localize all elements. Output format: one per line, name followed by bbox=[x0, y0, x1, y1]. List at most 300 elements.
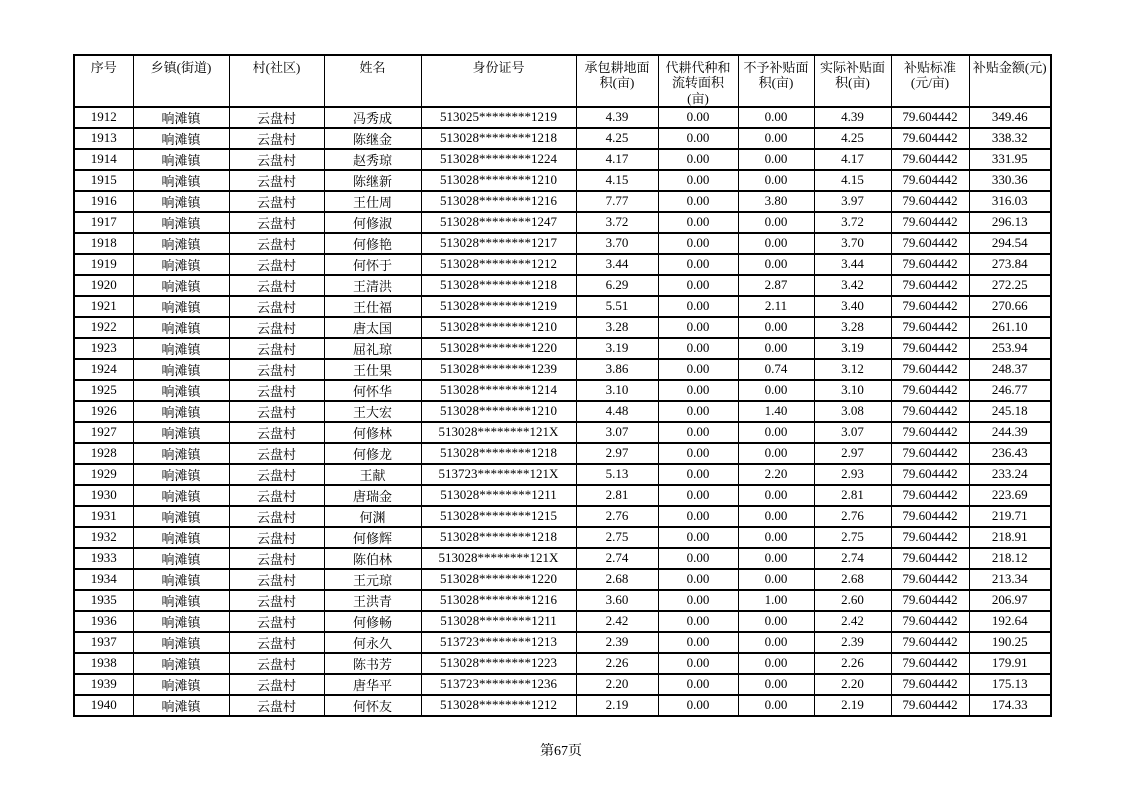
cell: 79.604442 bbox=[891, 464, 969, 485]
cell: 79.604442 bbox=[891, 611, 969, 632]
cell: 0.00 bbox=[738, 506, 814, 527]
cell: 0.00 bbox=[658, 296, 738, 317]
cell: 何修龙 bbox=[324, 443, 421, 464]
cell: 206.97 bbox=[969, 590, 1051, 611]
cell: 0.00 bbox=[658, 317, 738, 338]
cell: 3.80 bbox=[738, 191, 814, 212]
cell: 513028********1212 bbox=[421, 254, 576, 275]
column-header: 补贴标准(元/亩) bbox=[891, 55, 969, 107]
cell: 0.00 bbox=[738, 548, 814, 569]
cell: 响滩镇 bbox=[133, 359, 229, 380]
cell: 1937 bbox=[74, 632, 133, 653]
cell: 4.25 bbox=[814, 128, 891, 149]
cell: 唐太国 bbox=[324, 317, 421, 338]
cell: 何修辉 bbox=[324, 527, 421, 548]
cell: 338.32 bbox=[969, 128, 1051, 149]
cell: 213.34 bbox=[969, 569, 1051, 590]
table-row bbox=[74, 590, 1051, 611]
cell: 0.00 bbox=[738, 527, 814, 548]
cell: 79.604442 bbox=[891, 275, 969, 296]
cell: 179.91 bbox=[969, 653, 1051, 674]
cell: 王仕周 bbox=[324, 191, 421, 212]
cell: 513028********1224 bbox=[421, 149, 576, 170]
cell: 3.19 bbox=[814, 338, 891, 359]
column-header: 身份证号 bbox=[421, 55, 576, 107]
cell: 云盘村 bbox=[229, 128, 324, 149]
cell: 1918 bbox=[74, 233, 133, 254]
cell: 0.00 bbox=[658, 674, 738, 695]
cell: 云盘村 bbox=[229, 107, 324, 128]
cell: 3.72 bbox=[576, 212, 658, 233]
cell: 0.00 bbox=[658, 632, 738, 653]
cell: 3.10 bbox=[814, 380, 891, 401]
cell: 2.87 bbox=[738, 275, 814, 296]
cell: 何渊 bbox=[324, 506, 421, 527]
cell: 2.42 bbox=[814, 611, 891, 632]
cell: 0.00 bbox=[738, 380, 814, 401]
cell: 2.97 bbox=[576, 443, 658, 464]
table-header bbox=[74, 55, 1051, 107]
cell: 261.10 bbox=[969, 317, 1051, 338]
cell: 0.00 bbox=[738, 107, 814, 128]
cell: 223.69 bbox=[969, 485, 1051, 506]
cell: 218.91 bbox=[969, 527, 1051, 548]
cell: 331.95 bbox=[969, 149, 1051, 170]
cell: 0.00 bbox=[738, 569, 814, 590]
cell: 1927 bbox=[74, 422, 133, 443]
cell: 云盘村 bbox=[229, 359, 324, 380]
cell: 79.604442 bbox=[891, 107, 969, 128]
cell: 何怀于 bbox=[324, 254, 421, 275]
column-header: 补贴金额(元) bbox=[969, 55, 1051, 107]
cell: 245.18 bbox=[969, 401, 1051, 422]
table-row bbox=[74, 317, 1051, 338]
cell: 0.00 bbox=[738, 611, 814, 632]
cell: 云盘村 bbox=[229, 506, 324, 527]
cell: 3.60 bbox=[576, 590, 658, 611]
cell: 513028********1247 bbox=[421, 212, 576, 233]
table-row bbox=[74, 527, 1051, 548]
cell: 陈伯林 bbox=[324, 548, 421, 569]
cell: 236.43 bbox=[969, 443, 1051, 464]
cell: 2.68 bbox=[814, 569, 891, 590]
cell: 响滩镇 bbox=[133, 611, 229, 632]
cell: 219.71 bbox=[969, 506, 1051, 527]
cell: 1912 bbox=[74, 107, 133, 128]
cell: 2.20 bbox=[738, 464, 814, 485]
table-row bbox=[74, 653, 1051, 674]
cell: 云盘村 bbox=[229, 380, 324, 401]
cell: 1.40 bbox=[738, 401, 814, 422]
cell: 何永久 bbox=[324, 632, 421, 653]
cell: 响滩镇 bbox=[133, 149, 229, 170]
cell: 响滩镇 bbox=[133, 380, 229, 401]
column-header: 乡镇(街道) bbox=[133, 55, 229, 107]
cell: 513028********1212 bbox=[421, 695, 576, 716]
cell: 响滩镇 bbox=[133, 548, 229, 569]
cell: 79.604442 bbox=[891, 128, 969, 149]
cell: 79.604442 bbox=[891, 632, 969, 653]
cell: 513028********1220 bbox=[421, 338, 576, 359]
cell: 何怀友 bbox=[324, 695, 421, 716]
cell: 2.26 bbox=[814, 653, 891, 674]
cell: 3.40 bbox=[814, 296, 891, 317]
cell: 0.00 bbox=[658, 191, 738, 212]
table-row bbox=[74, 191, 1051, 212]
cell: 3.44 bbox=[576, 254, 658, 275]
cell: 2.11 bbox=[738, 296, 814, 317]
cell: 513028********1211 bbox=[421, 485, 576, 506]
cell: 云盘村 bbox=[229, 317, 324, 338]
cell: 云盘村 bbox=[229, 464, 324, 485]
cell: 云盘村 bbox=[229, 653, 324, 674]
cell: 响滩镇 bbox=[133, 275, 229, 296]
table-row bbox=[74, 674, 1051, 695]
cell: 王仕福 bbox=[324, 296, 421, 317]
cell: 0.00 bbox=[658, 107, 738, 128]
cell: 513028********1217 bbox=[421, 233, 576, 254]
table-row bbox=[74, 128, 1051, 149]
cell: 云盘村 bbox=[229, 149, 324, 170]
table-row bbox=[74, 569, 1051, 590]
table-row bbox=[74, 464, 1051, 485]
cell: 2.26 bbox=[576, 653, 658, 674]
cell: 3.12 bbox=[814, 359, 891, 380]
cell: 1925 bbox=[74, 380, 133, 401]
cell: 云盘村 bbox=[229, 422, 324, 443]
cell: 陈书芳 bbox=[324, 653, 421, 674]
cell: 2.42 bbox=[576, 611, 658, 632]
column-header: 不予补贴面积(亩) bbox=[738, 55, 814, 107]
cell: 79.604442 bbox=[891, 338, 969, 359]
cell: 云盘村 bbox=[229, 632, 324, 653]
cell: 1914 bbox=[74, 149, 133, 170]
table-row bbox=[74, 170, 1051, 191]
cell: 0.00 bbox=[738, 695, 814, 716]
cell: 云盘村 bbox=[229, 569, 324, 590]
cell: 79.604442 bbox=[891, 149, 969, 170]
cell: 0.00 bbox=[658, 548, 738, 569]
cell: 0.00 bbox=[658, 380, 738, 401]
table-row bbox=[74, 254, 1051, 275]
cell: 1926 bbox=[74, 401, 133, 422]
cell: 2.74 bbox=[814, 548, 891, 569]
cell: 79.604442 bbox=[891, 569, 969, 590]
column-header: 代耕代种和流转面积(亩) bbox=[658, 55, 738, 107]
cell: 0.00 bbox=[658, 233, 738, 254]
cell: 响滩镇 bbox=[133, 569, 229, 590]
table-row bbox=[74, 275, 1051, 296]
cell: 3.28 bbox=[576, 317, 658, 338]
cell: 513028********121X bbox=[421, 548, 576, 569]
cell: 响滩镇 bbox=[133, 422, 229, 443]
cell: 1931 bbox=[74, 506, 133, 527]
cell: 174.33 bbox=[969, 695, 1051, 716]
cell: 响滩镇 bbox=[133, 401, 229, 422]
cell: 0.00 bbox=[658, 149, 738, 170]
cell: 王献 bbox=[324, 464, 421, 485]
cell: 3.97 bbox=[814, 191, 891, 212]
cell: 响滩镇 bbox=[133, 107, 229, 128]
cell: 79.604442 bbox=[891, 527, 969, 548]
cell: 3.86 bbox=[576, 359, 658, 380]
cell: 330.36 bbox=[969, 170, 1051, 191]
cell: 513028********1215 bbox=[421, 506, 576, 527]
cell: 响滩镇 bbox=[133, 695, 229, 716]
cell: 云盘村 bbox=[229, 485, 324, 506]
cell: 0.00 bbox=[738, 674, 814, 695]
cell: 响滩镇 bbox=[133, 254, 229, 275]
subsidy-table bbox=[73, 54, 1052, 717]
cell: 0.00 bbox=[738, 632, 814, 653]
cell: 3.07 bbox=[576, 422, 658, 443]
cell: 513723********1213 bbox=[421, 632, 576, 653]
cell: 0.00 bbox=[658, 422, 738, 443]
cell: 2.60 bbox=[814, 590, 891, 611]
column-header: 姓名 bbox=[324, 55, 421, 107]
cell: 云盘村 bbox=[229, 611, 324, 632]
cell: 2.20 bbox=[814, 674, 891, 695]
cell: 4.17 bbox=[814, 149, 891, 170]
cell: 296.13 bbox=[969, 212, 1051, 233]
cell: 3.42 bbox=[814, 275, 891, 296]
cell: 云盘村 bbox=[229, 275, 324, 296]
cell: 4.15 bbox=[576, 170, 658, 191]
cell: 79.604442 bbox=[891, 254, 969, 275]
cell: 响滩镇 bbox=[133, 317, 229, 338]
cell: 云盘村 bbox=[229, 233, 324, 254]
cell: 2.39 bbox=[814, 632, 891, 653]
cell: 1929 bbox=[74, 464, 133, 485]
cell: 0.00 bbox=[658, 590, 738, 611]
cell: 244.39 bbox=[969, 422, 1051, 443]
cell: 3.72 bbox=[814, 212, 891, 233]
cell: 4.48 bbox=[576, 401, 658, 422]
cell: 3.07 bbox=[814, 422, 891, 443]
cell: 0.00 bbox=[658, 464, 738, 485]
cell: 0.00 bbox=[658, 653, 738, 674]
cell: 响滩镇 bbox=[133, 128, 229, 149]
column-header: 村(社区) bbox=[229, 55, 324, 107]
cell: 79.604442 bbox=[891, 548, 969, 569]
cell: 513028********1216 bbox=[421, 590, 576, 611]
cell: 1938 bbox=[74, 653, 133, 674]
column-header: 承包耕地面积(亩) bbox=[576, 55, 658, 107]
cell: 0.00 bbox=[738, 422, 814, 443]
cell: 0.00 bbox=[658, 443, 738, 464]
cell: 513028********1223 bbox=[421, 653, 576, 674]
cell: 0.00 bbox=[658, 401, 738, 422]
cell: 1935 bbox=[74, 590, 133, 611]
cell: 79.604442 bbox=[891, 695, 969, 716]
cell: 云盘村 bbox=[229, 548, 324, 569]
cell: 316.03 bbox=[969, 191, 1051, 212]
cell: 0.00 bbox=[738, 485, 814, 506]
cell: 王清洪 bbox=[324, 275, 421, 296]
cell: 3.28 bbox=[814, 317, 891, 338]
cell: 1915 bbox=[74, 170, 133, 191]
cell: 513028********1218 bbox=[421, 275, 576, 296]
cell: 响滩镇 bbox=[133, 653, 229, 674]
table-row bbox=[74, 611, 1051, 632]
cell: 6.29 bbox=[576, 275, 658, 296]
cell: 79.604442 bbox=[891, 317, 969, 338]
cell: 响滩镇 bbox=[133, 506, 229, 527]
cell: 79.604442 bbox=[891, 443, 969, 464]
cell: 270.66 bbox=[969, 296, 1051, 317]
cell: 2.68 bbox=[576, 569, 658, 590]
cell: 513028********121X bbox=[421, 422, 576, 443]
cell: 响滩镇 bbox=[133, 464, 229, 485]
cell: 1930 bbox=[74, 485, 133, 506]
cell: 79.604442 bbox=[891, 485, 969, 506]
cell: 何修畅 bbox=[324, 611, 421, 632]
cell: 云盘村 bbox=[229, 443, 324, 464]
cell: 云盘村 bbox=[229, 338, 324, 359]
table-row bbox=[74, 422, 1051, 443]
cell: 2.74 bbox=[576, 548, 658, 569]
cell: 0.00 bbox=[658, 485, 738, 506]
cell: 273.84 bbox=[969, 254, 1051, 275]
cell: 79.604442 bbox=[891, 191, 969, 212]
cell: 4.39 bbox=[814, 107, 891, 128]
cell: 冯秀成 bbox=[324, 107, 421, 128]
cell: 云盘村 bbox=[229, 695, 324, 716]
cell: 响滩镇 bbox=[133, 338, 229, 359]
header-row bbox=[74, 55, 1051, 107]
cell: 513028********1220 bbox=[421, 569, 576, 590]
cell: 3.08 bbox=[814, 401, 891, 422]
cell: 响滩镇 bbox=[133, 212, 229, 233]
cell: 294.54 bbox=[969, 233, 1051, 254]
table-row bbox=[74, 485, 1051, 506]
cell: 0.00 bbox=[738, 317, 814, 338]
page-number: 第67页 bbox=[540, 744, 582, 759]
cell: 王仕果 bbox=[324, 359, 421, 380]
cell: 513028********1218 bbox=[421, 527, 576, 548]
cell: 赵秀琼 bbox=[324, 149, 421, 170]
cell: 响滩镇 bbox=[133, 527, 229, 548]
cell: 513028********1216 bbox=[421, 191, 576, 212]
column-header: 实际补贴面积(亩) bbox=[814, 55, 891, 107]
cell: 0.00 bbox=[738, 128, 814, 149]
cell: 0.00 bbox=[658, 128, 738, 149]
cell: 云盘村 bbox=[229, 527, 324, 548]
cell: 2.76 bbox=[814, 506, 891, 527]
cell: 0.00 bbox=[658, 338, 738, 359]
cell: 0.00 bbox=[658, 170, 738, 191]
cell: 王大宏 bbox=[324, 401, 421, 422]
cell: 4.17 bbox=[576, 149, 658, 170]
cell: 响滩镇 bbox=[133, 674, 229, 695]
cell: 1940 bbox=[74, 695, 133, 716]
table-row bbox=[74, 107, 1051, 128]
cell: 79.604442 bbox=[891, 422, 969, 443]
table-row bbox=[74, 233, 1051, 254]
cell: 唐瑞金 bbox=[324, 485, 421, 506]
cell: 3.19 bbox=[576, 338, 658, 359]
cell: 0.00 bbox=[738, 443, 814, 464]
cell: 513028********1210 bbox=[421, 170, 576, 191]
cell: 云盘村 bbox=[229, 590, 324, 611]
cell: 1.00 bbox=[738, 590, 814, 611]
cell: 1922 bbox=[74, 317, 133, 338]
cell: 79.604442 bbox=[891, 674, 969, 695]
cell: 云盘村 bbox=[229, 674, 324, 695]
cell: 513028********1218 bbox=[421, 128, 576, 149]
cell: 0.00 bbox=[738, 170, 814, 191]
cell: 2.97 bbox=[814, 443, 891, 464]
cell: 272.25 bbox=[969, 275, 1051, 296]
cell: 2.75 bbox=[576, 527, 658, 548]
cell: 513025********1219 bbox=[421, 107, 576, 128]
cell: 0.00 bbox=[658, 695, 738, 716]
cell: 5.51 bbox=[576, 296, 658, 317]
cell: 何修淑 bbox=[324, 212, 421, 233]
cell: 唐华平 bbox=[324, 674, 421, 695]
cell: 1919 bbox=[74, 254, 133, 275]
cell: 7.77 bbox=[576, 191, 658, 212]
cell: 响滩镇 bbox=[133, 296, 229, 317]
cell: 2.93 bbox=[814, 464, 891, 485]
cell: 1928 bbox=[74, 443, 133, 464]
table-row bbox=[74, 401, 1051, 422]
cell: 0.00 bbox=[658, 212, 738, 233]
cell: 513028********1210 bbox=[421, 317, 576, 338]
cell: 陈继金 bbox=[324, 128, 421, 149]
table-row bbox=[74, 695, 1051, 716]
cell: 513723********121X bbox=[421, 464, 576, 485]
cell: 0.00 bbox=[658, 275, 738, 296]
cell: 屈礼琼 bbox=[324, 338, 421, 359]
cell: 175.13 bbox=[969, 674, 1051, 695]
cell: 79.604442 bbox=[891, 590, 969, 611]
cell: 3.70 bbox=[576, 233, 658, 254]
cell: 253.94 bbox=[969, 338, 1051, 359]
table-body bbox=[74, 107, 1051, 716]
cell: 何修林 bbox=[324, 422, 421, 443]
cell: 2.19 bbox=[814, 695, 891, 716]
cell: 513723********1236 bbox=[421, 674, 576, 695]
cell: 1920 bbox=[74, 275, 133, 296]
cell: 0.00 bbox=[658, 254, 738, 275]
table-row bbox=[74, 443, 1051, 464]
cell: 0.00 bbox=[658, 569, 738, 590]
cell: 1932 bbox=[74, 527, 133, 548]
cell: 0.00 bbox=[738, 149, 814, 170]
cell: 4.15 bbox=[814, 170, 891, 191]
cell: 云盘村 bbox=[229, 191, 324, 212]
cell: 王洪青 bbox=[324, 590, 421, 611]
cell: 5.13 bbox=[576, 464, 658, 485]
cell: 云盘村 bbox=[229, 296, 324, 317]
cell: 0.00 bbox=[738, 233, 814, 254]
cell: 79.604442 bbox=[891, 653, 969, 674]
cell: 3.44 bbox=[814, 254, 891, 275]
cell: 响滩镇 bbox=[133, 443, 229, 464]
cell: 513028********1219 bbox=[421, 296, 576, 317]
cell: 4.25 bbox=[576, 128, 658, 149]
cell: 79.604442 bbox=[891, 296, 969, 317]
cell: 233.24 bbox=[969, 464, 1051, 485]
cell: 云盘村 bbox=[229, 170, 324, 191]
cell: 2.76 bbox=[576, 506, 658, 527]
cell: 何怀华 bbox=[324, 380, 421, 401]
table-row bbox=[74, 296, 1051, 317]
cell: 0.00 bbox=[658, 527, 738, 548]
cell: 248.37 bbox=[969, 359, 1051, 380]
cell: 0.00 bbox=[658, 506, 738, 527]
